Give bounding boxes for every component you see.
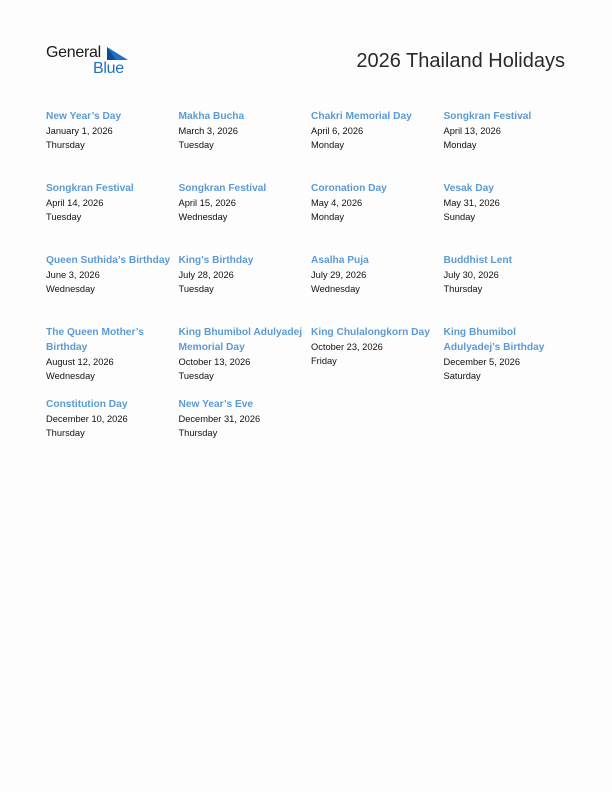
holiday-item: [179, 253, 312, 325]
holiday-item: [46, 181, 179, 253]
holiday-date: May 4, 2026: [311, 198, 363, 208]
holiday-name: Songkran Festival: [46, 183, 134, 194]
holiday-date: August 12, 2026: [46, 357, 114, 367]
holiday-weekday: Tuesday: [178, 284, 214, 294]
holiday-date: July 28, 2026: [178, 270, 234, 280]
holiday-weekday: Sunday: [443, 212, 476, 222]
holiday-date: March 3, 2026: [178, 126, 238, 136]
holiday-item: [179, 181, 312, 253]
holiday-item: [46, 109, 179, 181]
holiday-item: [444, 325, 577, 397]
holiday-item: [311, 253, 444, 325]
holiday-name: Asalha Puja: [311, 255, 369, 266]
holiday-name: Queen Suthida’s Birthday: [46, 255, 171, 266]
holiday-weekday: Thursday: [46, 428, 85, 438]
holiday-weekday: Wednesday: [311, 284, 360, 294]
holiday-name: King’s Birthday: [178, 255, 254, 266]
holiday-date: July 29, 2026: [311, 270, 367, 280]
holiday-item: [311, 181, 444, 253]
holiday-grid: [46, 109, 576, 469]
holiday-date: January 1, 2026: [46, 126, 113, 136]
holiday-row: [46, 325, 576, 397]
holiday-date: June 3, 2026: [46, 270, 100, 280]
holiday-weekday: Monday: [443, 140, 477, 150]
holiday-date: July 30, 2026: [443, 270, 499, 280]
holiday-weekday: Thursday: [178, 428, 218, 438]
holiday-date: December 10, 2026: [46, 414, 128, 424]
holiday-date: April 6, 2026: [311, 126, 364, 136]
holiday-name: Buddhist Lent: [443, 255, 512, 266]
logo-text-general: General: [46, 44, 101, 61]
holiday-name: Songkran Festival: [178, 183, 267, 194]
holiday-name: Coronation Day: [311, 183, 387, 194]
holiday-name: New Year’s Eve: [178, 399, 254, 410]
holiday-item: [311, 109, 444, 181]
generalblue-logo: [46, 44, 136, 80]
holiday-item: [179, 325, 312, 397]
holiday-item: [311, 325, 444, 397]
holiday-item: [444, 109, 577, 181]
holiday-name: Songkran Festival: [443, 111, 532, 122]
holiday-weekday: Tuesday: [178, 140, 214, 150]
holiday-item: [46, 325, 179, 397]
holiday-weekday: Tuesday: [46, 212, 82, 222]
holiday-date: October 13, 2026: [178, 357, 251, 367]
holiday-weekday: Wednesday: [46, 284, 95, 294]
holiday-weekday: Wednesday: [46, 371, 95, 381]
logo-text-blue: Blue: [93, 60, 124, 77]
holiday-date: October 23, 2026: [311, 342, 383, 352]
holiday-weekday: Monday: [311, 212, 345, 222]
holiday-weekday: Friday: [311, 356, 337, 366]
holiday-date: April 15, 2026: [178, 198, 236, 208]
holiday-row: [46, 397, 576, 469]
holiday-row: [46, 253, 576, 325]
holiday-date: April 13, 2026: [443, 126, 501, 136]
holiday-name: King Bhumibol Adulyadej’s Birthday: [443, 327, 545, 353]
holiday-weekday: Tuesday: [178, 371, 214, 381]
holiday-row: [46, 181, 576, 253]
holiday-weekday: Monday: [311, 140, 345, 150]
holiday-weekday: Thursday: [46, 140, 85, 150]
holiday-item: [444, 253, 577, 325]
holiday-weekday: Saturday: [443, 371, 481, 381]
holiday-item: [179, 109, 312, 181]
holiday-name: Chakri Memorial Day: [311, 111, 412, 122]
holiday-name: New Year’s Day: [46, 111, 122, 122]
holiday-date: December 31, 2026: [178, 414, 261, 424]
holiday-item: [179, 397, 312, 469]
holiday-weekday: Wednesday: [178, 212, 228, 222]
holiday-name: The Queen Mother’s Birthday: [46, 327, 144, 353]
holiday-name: Makha Bucha: [178, 111, 245, 122]
holiday-item: [46, 253, 179, 325]
holiday-name: King Bhumibol Adulyadej Memorial Day: [178, 327, 303, 353]
holiday-name: Vesak Day: [443, 183, 494, 194]
holiday-name: Constitution Day: [46, 399, 128, 410]
holiday-row: [46, 109, 576, 181]
holiday-weekday: Thursday: [443, 284, 483, 294]
holiday-name: King Chulalongkorn Day: [311, 327, 430, 338]
holiday-date: April 14, 2026: [46, 198, 104, 208]
holiday-item: [444, 181, 577, 253]
page-title: 2026 Thailand Holidays: [356, 50, 565, 72]
holiday-date: May 31, 2026: [443, 198, 500, 208]
holiday-item: [46, 397, 179, 469]
holiday-date: December 5, 2026: [443, 357, 520, 367]
